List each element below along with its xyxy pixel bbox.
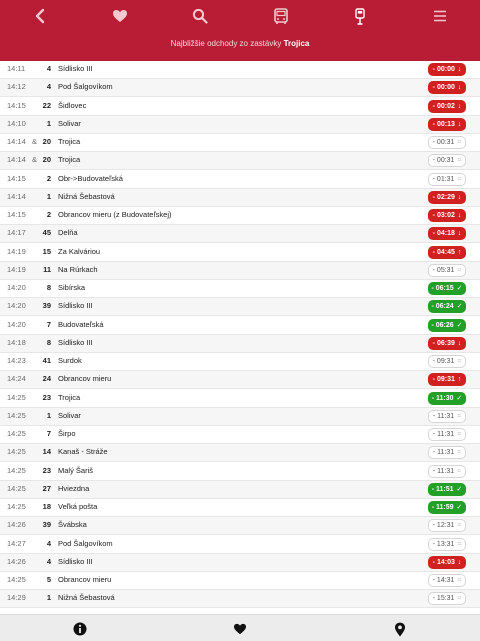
- departure-row[interactable]: [0, 408, 480, 426]
- departure-row[interactable]: [0, 152, 480, 170]
- delay-text: - 04:18: [432, 230, 455, 238]
- departure-row[interactable]: [0, 244, 480, 262]
- direction-stop: Sídlisko III: [58, 337, 93, 347]
- delay-text: - 11:31: [432, 467, 455, 475]
- line-number: 22: [42, 100, 51, 110]
- arrow-up-icon: ↑: [455, 248, 462, 256]
- departure-row[interactable]: [0, 98, 480, 116]
- departure-time: 14:15: [7, 210, 26, 219]
- unknown-status-icon: ⌗: [455, 595, 462, 603]
- delay-text: - 01:31: [432, 175, 455, 183]
- delay-badge: [428, 592, 466, 605]
- direction-stop: Trojica: [58, 137, 81, 146]
- unknown-status-icon: ⌗: [455, 577, 462, 584]
- direction-stop: Kanaš - Stráže: [58, 447, 108, 457]
- departure-row[interactable]: [0, 335, 480, 353]
- top-nav: [0, 0, 480, 32]
- direction-stop: Solivar: [58, 118, 81, 128]
- direction-stop: Obrancov mieru (z Budovateľskej): [58, 210, 172, 219]
- delay-text: - 03:02: [432, 212, 455, 219]
- direction-stop: Hviezdna: [58, 483, 90, 493]
- departure-time: 14:20: [7, 319, 26, 329]
- delay-badge: [428, 100, 466, 113]
- delay-badge: [428, 209, 466, 222]
- direction-stop: Pod Šalgovíkom: [58, 82, 113, 92]
- departure-row[interactable]: [0, 189, 480, 207]
- direction-stop: Delňa: [58, 228, 78, 238]
- direction-stop: Nižná Šebastová: [58, 191, 115, 201]
- departure-time: 14:10: [7, 118, 26, 128]
- unknown-status-icon: ⌗: [455, 412, 462, 420]
- delay-text: - 11:30: [431, 394, 454, 402]
- unknown-status-icon: ⌗: [455, 540, 462, 548]
- direction-stop: Sídlisko III: [58, 64, 93, 73]
- delay-text: - 13:31: [432, 540, 455, 548]
- direction-stop: Budovateľská: [58, 319, 104, 329]
- departure-time: 14:20: [7, 301, 26, 311]
- check-icon: ✓: [454, 394, 463, 402]
- direction-stop: Na Rúrkach: [58, 264, 98, 274]
- direction-stop: Za Kalváriou: [58, 246, 101, 256]
- departure-time: 14:17: [7, 228, 26, 238]
- delay-text: - 11:31: [432, 449, 455, 457]
- unknown-status-icon: ⌗: [455, 467, 462, 475]
- unknown-status-icon: ⌗: [455, 266, 462, 274]
- line-number: 1: [46, 191, 51, 201]
- delay-badge: [428, 173, 466, 186]
- unknown-status-icon: ⌗: [455, 175, 462, 183]
- delay-badge: [428, 300, 466, 313]
- arrow-down-icon: ↓: [455, 230, 462, 238]
- arrow-down-icon: ↓: [455, 558, 462, 566]
- direction-stop: Trojica: [58, 155, 81, 165]
- direction-stop: Obrancov mieru: [58, 575, 112, 584]
- arrow-down-icon: ↓: [455, 66, 462, 73]
- delay-text: - 11:59: [431, 504, 454, 511]
- delay-badge: [428, 136, 466, 149]
- departure-row[interactable]: [0, 134, 480, 152]
- line-number: 4: [46, 82, 51, 92]
- delay-text: - 06:15: [431, 285, 454, 292]
- line-number: 7: [46, 319, 51, 329]
- departure-time: 14:11: [7, 64, 26, 73]
- delay-text: - 05:31: [432, 266, 455, 274]
- departure-time: 14:14: [7, 137, 26, 146]
- line-number: 39: [42, 520, 51, 530]
- delay-text: - 14:03: [432, 558, 455, 566]
- delay-badge: [428, 264, 466, 277]
- delay-text: - 15:31: [432, 595, 455, 603]
- delay-text: - 11:31: [432, 412, 455, 420]
- direction-stop: Pod Šalgovíkom: [58, 538, 113, 548]
- line-number: 23: [42, 465, 51, 475]
- departure-time: 14:24: [7, 374, 26, 384]
- arrow-down-icon: ↓: [455, 339, 462, 347]
- location-pin-icon[interactable]: [392, 621, 408, 637]
- delay-badge: [428, 227, 466, 240]
- check-icon: ✓: [454, 321, 463, 329]
- line-number: 39: [42, 301, 51, 311]
- line-number: 11: [43, 264, 51, 274]
- delay-text: - 06:26: [431, 321, 454, 329]
- delay-text: - 00:00: [432, 66, 455, 73]
- direction-stop: Šidlovec: [58, 100, 87, 110]
- departure-row[interactable]: [0, 116, 480, 134]
- departure-row[interactable]: [0, 463, 480, 481]
- departures-list[interactable]: [0, 61, 480, 614]
- departure-row[interactable]: [0, 317, 480, 335]
- departure-row[interactable]: [0, 61, 480, 79]
- delay-text: - 00:31: [432, 157, 455, 165]
- departure-time: 14:15: [7, 100, 26, 110]
- heart-icon[interactable]: [108, 4, 132, 28]
- delay-text: - 00:13: [432, 120, 455, 128]
- delay-badge: [428, 538, 466, 551]
- delay-badge: [428, 519, 466, 532]
- delay-text: - 14:31: [432, 577, 455, 584]
- direction-stop: Sídlisko III: [58, 301, 93, 311]
- departure-row[interactable]: [0, 554, 480, 572]
- departure-time: 14:26: [7, 520, 26, 530]
- departure-time: 14:25: [7, 575, 26, 584]
- line-number: 45: [42, 228, 51, 238]
- delay-text: - 00:02: [432, 102, 455, 110]
- arrow-down-icon: ↓: [455, 212, 462, 219]
- line-number: 4: [46, 556, 51, 566]
- departure-time: 14:25: [7, 447, 26, 457]
- line-number: 1: [46, 118, 51, 128]
- delay-badge: [428, 483, 466, 496]
- departure-row[interactable]: [0, 390, 480, 408]
- departure-row[interactable]: [0, 371, 480, 389]
- unknown-status-icon: ⌗: [455, 358, 462, 365]
- direction-stop: Malý Šariš: [58, 465, 94, 475]
- delay-badge: [428, 319, 466, 332]
- departure-time: 14:19: [7, 264, 26, 274]
- delay-badge: [428, 63, 466, 76]
- direction-stop: Nižná Šebastová: [58, 593, 115, 603]
- departure-time: 14:12: [7, 82, 26, 92]
- departure-row[interactable]: [0, 572, 480, 590]
- line-number: 2: [46, 210, 51, 219]
- delay-badge: [428, 118, 466, 131]
- departure-time: 14:19: [7, 246, 26, 256]
- delay-text: - 02:29: [432, 193, 455, 201]
- departure-time-connector: &: [32, 137, 38, 146]
- check-icon: ✓: [454, 285, 463, 292]
- departure-row[interactable]: [0, 298, 480, 316]
- delay-badge: [428, 574, 466, 587]
- delay-badge: [428, 428, 466, 441]
- unknown-status-icon: ⌗: [455, 431, 462, 438]
- arrow-down-icon: ↓: [455, 102, 462, 110]
- delay-text: - 06:39: [432, 339, 455, 347]
- departure-row[interactable]: [0, 517, 480, 535]
- direction-stop: Obrancov mieru: [58, 374, 112, 384]
- departure-time: 14:25: [7, 502, 26, 511]
- unknown-status-icon: ⌗: [455, 157, 462, 165]
- search-icon[interactable]: [188, 4, 212, 28]
- delay-text: - 11:31: [432, 431, 455, 438]
- departure-row[interactable]: [0, 426, 480, 444]
- delay-badge: [428, 81, 466, 94]
- delay-badge: [428, 154, 466, 167]
- departure-time: 14:20: [7, 283, 26, 292]
- line-number: 15: [42, 246, 51, 256]
- departure-row[interactable]: [0, 481, 480, 499]
- departure-time: 14:27: [7, 538, 26, 548]
- delay-badge: [428, 392, 466, 405]
- departure-time: 14:25: [7, 465, 26, 475]
- departure-time-connector: &: [32, 155, 38, 165]
- delay-text: - 09:31: [432, 376, 455, 384]
- line-number: 5: [46, 575, 51, 584]
- direction-stop: Veľká pošta: [58, 502, 98, 511]
- line-number: 8: [46, 337, 51, 347]
- delay-text: - 00:00: [432, 84, 455, 92]
- delay-badge: [428, 465, 466, 478]
- check-icon: ✓: [454, 504, 463, 511]
- departure-row[interactable]: [0, 590, 480, 608]
- line-number: 2: [46, 173, 51, 183]
- departure-time: 14:14: [7, 191, 26, 201]
- departure-time: 14:18: [7, 337, 26, 347]
- delay-badge: [428, 410, 466, 423]
- info-icon[interactable]: [72, 621, 88, 637]
- departure-time: 14:23: [7, 356, 26, 365]
- delay-text: - 06:24: [431, 303, 454, 311]
- direction-stop: Širpo: [58, 429, 76, 438]
- line-number: 27: [42, 483, 51, 493]
- check-icon: ✓: [454, 303, 463, 311]
- departure-row[interactable]: [0, 79, 480, 97]
- unknown-status-icon: ⌗: [455, 522, 462, 530]
- departure-time: 14:25: [7, 410, 26, 420]
- direction-stop: Sibírska: [58, 283, 86, 292]
- line-number: 1: [46, 410, 51, 420]
- direction-stop: Švábska: [58, 520, 87, 530]
- delay-text: - 09:31: [432, 358, 455, 365]
- direction-stop: Solivar: [58, 410, 81, 420]
- line-number: 14: [42, 447, 51, 457]
- departure-row[interactable]: [0, 225, 480, 243]
- departure-row[interactable]: [0, 262, 480, 280]
- line-number: 41: [42, 356, 51, 365]
- unknown-status-icon: ⌗: [455, 139, 462, 146]
- heart-icon[interactable]: [232, 621, 248, 637]
- delay-text: - 12:31: [432, 522, 455, 530]
- line-number: 4: [46, 64, 51, 73]
- delay-badge: [428, 501, 466, 514]
- line-number: 23: [42, 392, 51, 402]
- departure-row[interactable]: [0, 207, 480, 225]
- arrow-down-icon: ↓: [455, 193, 462, 201]
- delay-badge: [428, 556, 466, 569]
- delay-text: - 11:51: [431, 485, 454, 493]
- direction-stop: Trojica: [58, 392, 81, 402]
- line-number: 20: [42, 155, 51, 165]
- delay-text: - 00:31: [432, 139, 455, 146]
- line-number: 18: [42, 502, 51, 511]
- page-subtitle: [0, 39, 480, 48]
- delay-badge: [428, 282, 466, 295]
- delay-badge: [428, 373, 466, 386]
- departure-row[interactable]: [0, 536, 480, 554]
- delay-badge: [428, 246, 466, 259]
- hamburger-menu-icon[interactable]: [428, 4, 452, 28]
- arrow-down-icon: ↓: [455, 84, 462, 92]
- departure-time: 14:26: [7, 556, 26, 566]
- back-arrow-icon[interactable]: [28, 4, 52, 28]
- delay-badge: [428, 337, 466, 350]
- bus-stop-sign-icon[interactable]: [348, 4, 372, 28]
- bus-icon[interactable]: [269, 4, 293, 28]
- line-number: 20: [42, 137, 51, 146]
- departure-time: 14:25: [7, 483, 26, 493]
- line-number: 8: [46, 283, 51, 292]
- departure-time: 14:14: [7, 155, 26, 165]
- unknown-status-icon: ⌗: [455, 449, 462, 457]
- line-number: 4: [46, 538, 51, 548]
- departure-time: 14:15: [7, 173, 26, 183]
- check-icon: ✓: [454, 485, 463, 493]
- app-header: [0, 0, 480, 61]
- arrow-down-icon: ↓: [455, 120, 462, 128]
- stop-name: Trojica: [283, 39, 310, 48]
- direction-stop: Surdok: [58, 356, 82, 365]
- arrow-up-icon: ↑: [455, 376, 462, 384]
- line-number: 24: [42, 374, 51, 384]
- bottom-bar: [0, 614, 480, 641]
- delay-badge: [428, 191, 466, 204]
- subtitle-prefix: Najbližšie odchody zo zastávky: [170, 39, 282, 48]
- departure-time: 14:25: [7, 392, 26, 402]
- departure-row[interactable]: [0, 444, 480, 462]
- direction-stop: Sídlisko III: [58, 556, 93, 566]
- direction-stop: Obr->Budovateľská: [58, 173, 123, 183]
- line-number: 1: [46, 593, 51, 603]
- departure-row[interactable]: [0, 499, 480, 517]
- departure-row[interactable]: [0, 353, 480, 371]
- departure-time: 14:25: [7, 429, 26, 438]
- delay-badge: [428, 446, 466, 459]
- delay-badge: [428, 355, 466, 368]
- departure-row[interactable]: [0, 280, 480, 298]
- departure-row[interactable]: [0, 171, 480, 189]
- departure-time: 14:29: [7, 593, 26, 603]
- line-number: 7: [46, 429, 51, 438]
- delay-text: - 04:45: [432, 248, 455, 256]
